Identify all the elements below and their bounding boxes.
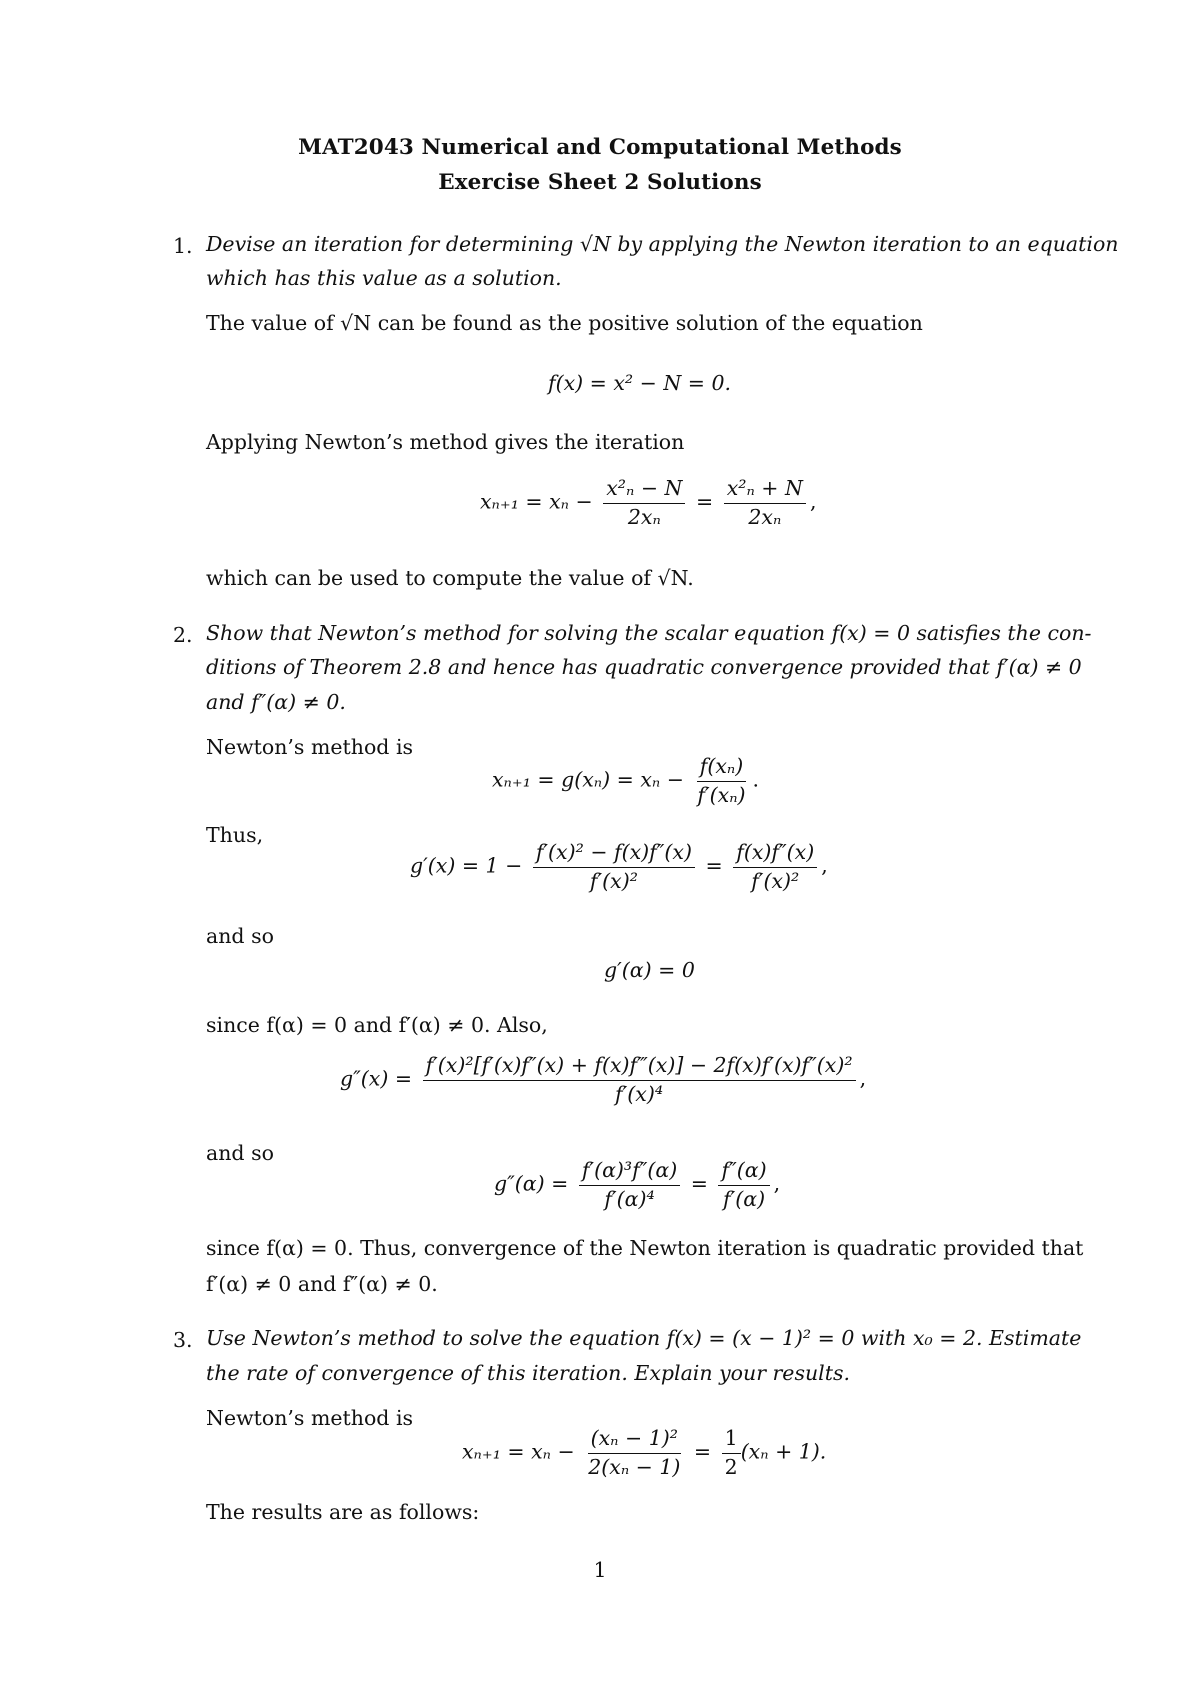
- question-1-solution-text-2: Applying Newton’s method gives the iteration: [206, 430, 685, 454]
- numerator: (xₙ − 1)²: [588, 1428, 681, 1454]
- numerator: x²ₙ − N: [603, 478, 685, 504]
- equals-sign: =: [693, 1439, 712, 1464]
- question-3-solution-text-1: Newton’s method is: [206, 1406, 414, 1430]
- question-3-number: 3.: [173, 1328, 193, 1352]
- question-2-equation-3: g′(α) = 0: [604, 958, 695, 982]
- equals-sign: =: [705, 853, 723, 878]
- denominator: 2xₙ: [627, 504, 661, 529]
- question-3-prompt-line-1: Use Newton’s method to solve the equation f(x) = (x − 1)² = 0 with x₀ = 2. Estimate: [206, 1326, 1082, 1350]
- question-2-solution-text-7: f′(α) ≠ 0 and f″(α) ≠ 0.: [206, 1272, 438, 1296]
- equation-lhs: xₙ₊₁ = xₙ −: [462, 1439, 575, 1464]
- question-2-equation-5: [494, 1160, 780, 1210]
- punctuation: ,: [821, 853, 828, 878]
- fraction: [579, 1160, 680, 1210]
- question-1-equation-2: [480, 478, 816, 528]
- question-2-solution-text-5: and so: [206, 1141, 274, 1165]
- denominator: f′(x)²: [751, 868, 800, 893]
- page-number: 1: [593, 1558, 607, 1582]
- fraction: [718, 1160, 769, 1210]
- question-2-solution-text-2: Thus,: [206, 823, 264, 847]
- question-1-number: 1.: [173, 234, 193, 258]
- equation-tail: (xₙ + 1).: [740, 1439, 827, 1464]
- fraction: [585, 1428, 683, 1478]
- equation-lhs: xₙ₊₁ = g(xₙ) = xₙ −: [492, 767, 684, 792]
- question-2-prompt-line-3: and f″(α) ≠ 0.: [206, 690, 346, 714]
- question-2-equation-2: [410, 842, 828, 892]
- question-2-prompt-line-1: Show that Newton’s method for solving the scalar equation f(x) = 0 satisfies the con-: [206, 621, 1092, 645]
- document-title: MAT2043 Numerical and Computational Methods: [298, 135, 902, 160]
- numerator: f″(α): [718, 1160, 769, 1186]
- fraction: [533, 842, 695, 892]
- numerator: f′(α)³f″(α): [579, 1160, 680, 1186]
- fraction: [724, 478, 806, 528]
- numerator: 1: [722, 1428, 741, 1454]
- question-1-solution-text-3: which can be used to compute the value of √N.: [206, 566, 694, 590]
- punctuation: .: [752, 767, 760, 792]
- question-1-prompt-line-1: Devise an iteration for determining √N by applying the Newton iteration to an equation: [206, 232, 1119, 256]
- equation-lhs: g′(x) = 1 −: [410, 853, 523, 878]
- document-subtitle: Exercise Sheet 2 Solutions: [438, 170, 762, 195]
- fraction: [423, 1055, 856, 1105]
- equation-lhs: g″(x) =: [340, 1066, 413, 1091]
- question-2-prompt-line-2: ditions of Theorem 2.8 and hence has quadratic convergence provided that f′(α) ≠ 0: [206, 655, 1082, 679]
- fraction: [733, 842, 817, 892]
- denominator: f′(α)⁴: [604, 1186, 655, 1211]
- question-2-solution-text-6: since f(α) = 0. Thus, convergence of the Newton iteration is quadratic provided that: [206, 1236, 1084, 1260]
- question-2-solution-text-4: since f(α) = 0 and f′(α) ≠ 0. Also,: [206, 1013, 548, 1037]
- denominator: 2xₙ: [748, 504, 782, 529]
- question-2-equation-1: [492, 756, 759, 806]
- fraction: [694, 756, 748, 806]
- punctuation: ,: [859, 1066, 867, 1091]
- question-1-prompt-line-2: which has this value as a solution.: [206, 266, 562, 290]
- fraction: [722, 1428, 741, 1478]
- question-1-equation-1: f(x) = x² − N = 0.: [548, 371, 732, 395]
- numerator: x²ₙ + N: [724, 478, 806, 504]
- numerator: f′(x)²[f′(x)f″(x) + f(x)f‴(x)] − 2f(x)f′(x)f″(x)²: [423, 1055, 856, 1081]
- question-3-prompt-line-2: the rate of convergence of this iteration. Explain your results.: [206, 1361, 850, 1385]
- punctuation: ,: [809, 489, 817, 514]
- numerator: f(xₙ): [697, 756, 746, 782]
- punctuation: ,: [773, 1171, 781, 1196]
- question-3-equation-1: [462, 1428, 826, 1478]
- equation-lhs: g″(α) =: [494, 1171, 569, 1196]
- equals-sign: =: [690, 1171, 708, 1196]
- fraction: [603, 478, 685, 528]
- numerator: f(x)f″(x): [733, 842, 817, 868]
- question-2-solution-text-3: and so: [206, 924, 274, 948]
- denominator: 2(xₙ − 1): [588, 1454, 681, 1479]
- numerator: f′(x)² − f(x)f″(x): [533, 842, 695, 868]
- denominator: f′(x)²: [589, 868, 638, 893]
- equation-lhs: xₙ₊₁ = xₙ −: [480, 489, 593, 514]
- question-2-number: 2.: [173, 623, 193, 647]
- equals-sign: =: [695, 489, 714, 514]
- denominator: f′(α): [722, 1186, 766, 1211]
- question-3-solution-text-2: The results are as follows:: [206, 1500, 480, 1524]
- denominator: f′(xₙ): [697, 782, 746, 807]
- question-1-solution-text-1: The value of √N can be found as the positive solution of the equation: [206, 311, 923, 335]
- question-2-equation-4: [340, 1055, 866, 1105]
- denominator: f′(x)⁴: [615, 1081, 664, 1106]
- denominator: 2: [724, 1454, 738, 1479]
- question-2-solution-text-1: Newton’s method is: [206, 735, 414, 759]
